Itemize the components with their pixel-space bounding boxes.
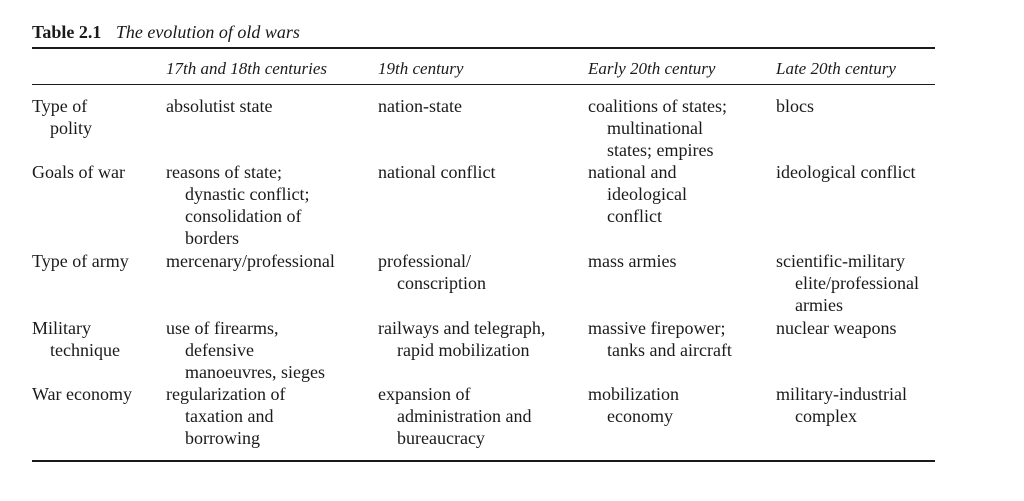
top-rule <box>32 47 935 49</box>
cell-line: tanks and aircraft <box>607 340 732 360</box>
cell-line: dynastic conflict; <box>185 184 310 204</box>
row-label-line: Goals of war <box>32 162 125 182</box>
table-caption <box>32 21 300 43</box>
cell-line: national conflict <box>378 162 496 182</box>
header-rule <box>32 84 935 85</box>
table-cell <box>166 317 325 383</box>
cell-line: massive firepower; <box>588 318 726 338</box>
cell-line: conscription <box>397 273 486 293</box>
table-cell <box>166 383 285 449</box>
cell-line: armies <box>795 295 843 315</box>
cell-line: reasons of state; <box>166 162 282 182</box>
cell-line: rapid mobilization <box>397 340 530 360</box>
table-cell <box>776 95 814 117</box>
row-label-military-technique <box>32 317 120 361</box>
table-cell <box>378 161 495 183</box>
cell-line: nuclear weapons <box>776 318 897 338</box>
table-cell <box>776 161 915 183</box>
cell-line: administration and <box>397 406 532 426</box>
table-cell <box>378 95 462 117</box>
cell-line: expansion of <box>378 384 471 404</box>
table-cell <box>776 250 919 316</box>
cell-line: absolutist state <box>166 96 273 116</box>
cell-line: scientific-military <box>776 251 905 271</box>
cell-line: economy <box>607 406 673 426</box>
cell-line: professional/ <box>378 251 471 271</box>
cell-line: use of firearms, <box>166 318 279 338</box>
table-cell <box>588 383 679 427</box>
cell-line: defensive <box>185 340 254 360</box>
row-label-line: War economy <box>32 384 133 404</box>
cell-line: military-industrial <box>776 384 907 404</box>
cell-line: multinational <box>607 118 703 138</box>
cell-line: consolidation of <box>185 206 302 226</box>
cell-line: mercenary/professional <box>166 251 335 271</box>
cell-line: ideological conflict <box>776 162 916 182</box>
table-cell <box>378 250 486 294</box>
table-cell <box>378 383 531 449</box>
row-label-line: Type of <box>32 96 88 116</box>
column-header-late-20th: Late 20th century <box>776 59 896 78</box>
table-cell <box>776 317 896 339</box>
cell-line: blocs <box>776 96 814 116</box>
cell-line: mass armies <box>588 251 677 271</box>
cell-line: taxation and <box>185 406 274 426</box>
cell-line: bureaucracy <box>397 428 485 448</box>
row-label-type-of-polity <box>32 95 92 139</box>
row-label-line: polity <box>50 118 93 138</box>
column-header-17th-18th: 17th and 18th centuries <box>166 59 328 78</box>
row-label-goals-of-war <box>32 161 125 183</box>
row-label-war-economy <box>32 383 132 405</box>
row-label-line: Military <box>32 318 91 338</box>
table-cell <box>166 161 309 249</box>
table-cell <box>588 250 676 272</box>
cell-line: regularization of <box>166 384 286 404</box>
table-cell <box>378 317 545 361</box>
table-title: The evolution of old wars <box>115 22 300 42</box>
cell-line: national and <box>588 162 677 182</box>
cell-line: borrowing <box>185 428 260 448</box>
table-cell <box>588 161 687 227</box>
table-cell <box>776 383 907 427</box>
table-cell <box>588 95 727 161</box>
table-cell <box>166 250 335 272</box>
cell-line: railways and telegraph, <box>378 318 546 338</box>
cell-line: nation-state <box>378 96 462 116</box>
table-cell <box>588 317 732 361</box>
row-label-line: Type of army <box>32 251 129 271</box>
column-header-19th: 19th century <box>378 59 464 78</box>
cell-line: conflict <box>607 206 662 226</box>
cell-line: coalitions of states; <box>588 96 727 116</box>
table-number: Table 2.1 <box>32 22 102 42</box>
cell-line: mobilization <box>588 384 679 404</box>
table-cell <box>166 95 273 117</box>
cell-line: borders <box>185 228 239 248</box>
cell-line: states; empires <box>607 140 714 160</box>
row-label-line: technique <box>50 340 120 360</box>
row-label-type-of-army <box>32 250 129 272</box>
column-header-early-20th: Early 20th century <box>588 59 716 78</box>
bottom-rule <box>32 460 935 462</box>
cell-line: ideological <box>607 184 687 204</box>
cell-line: manoeuvres, sieges <box>185 362 325 382</box>
cell-line: complex <box>795 406 857 426</box>
cell-line: elite/professional <box>795 273 919 293</box>
